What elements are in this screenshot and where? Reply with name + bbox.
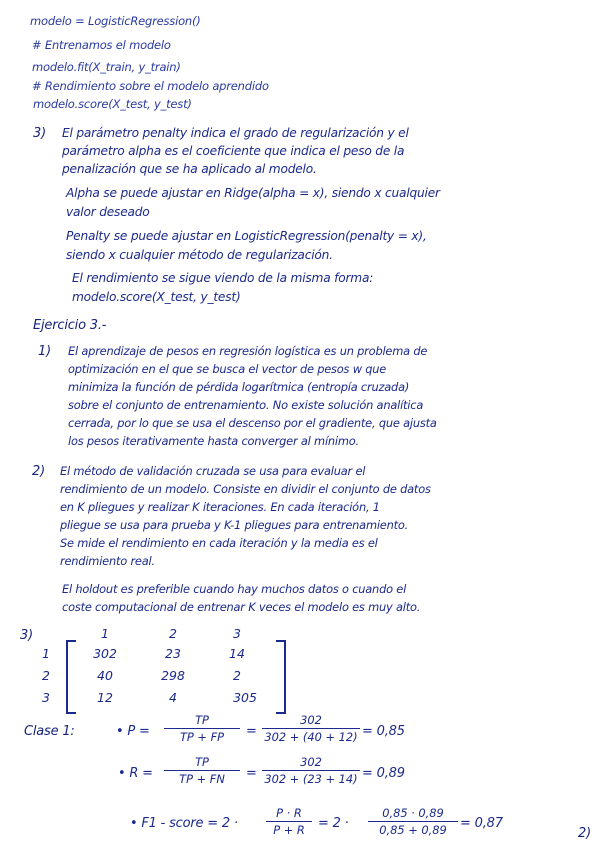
recall-value-denominator: 302 + (23 + 14) <box>264 772 358 786</box>
penalty-line: Penalty se puede ajustar en LogisticRegression(penalty = x), <box>66 229 427 243</box>
matrix-cell: 12 <box>97 690 113 705</box>
code-line: modelo = LogisticRegression() <box>30 14 201 28</box>
question-3-label: 3) <box>33 126 46 141</box>
alpha-line: Alpha se puede ajustar en Ridge(alpha = x), siendo x cualquier <box>66 186 440 200</box>
performance-line: modelo.score(X_test, y_test) <box>72 290 241 304</box>
e1-line: sobre el conjunto de entrenamiento. No existe solución analítica <box>68 398 424 412</box>
recall-formula-denominator: TP + FN <box>179 772 225 786</box>
performance-line: El rendimiento se sigue viendo de la misma forma: <box>72 271 374 285</box>
matrix-cell: 40 <box>97 668 113 683</box>
q3-line: El parámetro penalty indica el grado de regularización y el <box>62 126 409 140</box>
f1-value-numerator: 0,85 · 0,89 <box>368 806 458 822</box>
precision-result: = 0,85 <box>362 724 405 739</box>
f1-value-denominator: 0,85 + 0,89 <box>379 823 447 837</box>
penalty-line: siendo x cualquier método de regularización. <box>66 248 333 262</box>
e1-line: El aprendizaje de pesos en regresión logística es un problema de <box>68 344 428 358</box>
recall-formula-fraction <box>164 755 240 786</box>
f1-lhs: • F1 - score = 2 · <box>130 816 238 831</box>
matrix-cell: 23 <box>165 646 181 661</box>
e2-line: pliegue se usa para prueba y K-1 pliegues para entrenamiento. <box>60 518 409 532</box>
e2-line: rendimiento de un modelo. Consiste en dividir el conjunto de datos <box>60 482 431 496</box>
precision-value-denominator: 302 + (40 + 12) <box>264 730 358 744</box>
f1-formula-numerator: P · R <box>266 806 312 822</box>
code-line: # Entrenamos el modelo <box>32 38 171 52</box>
recall-equals: = <box>246 766 257 781</box>
precision-value-fraction <box>262 713 360 744</box>
f1-result: = 0,87 <box>460 816 503 831</box>
e2-line: Se mide el rendimiento en cada iteración y la media es el <box>60 536 378 550</box>
exercise-3-item-3-label: 3) <box>20 628 33 643</box>
e2-line: en K pliegues y realizar K iteraciones. En cada iteración, 1 <box>60 500 380 514</box>
holdout-line: coste computacional de entrenar K veces el modelo es muy alto. <box>62 600 421 614</box>
matrix-cell: 2 <box>233 668 241 683</box>
recall-value-numerator: 302 <box>262 755 360 771</box>
matrix-col-header: 1 <box>101 626 109 641</box>
q3-line: penalización que se ha aplicado al modelo. <box>62 162 317 176</box>
recall-value-fraction <box>262 755 360 786</box>
matrix-cell: 305 <box>233 690 257 705</box>
f1-value-fraction <box>368 806 458 837</box>
exercise-3-item-1-label: 1) <box>38 344 51 359</box>
matrix-left-bracket <box>66 640 76 714</box>
e1-line: los pesos iterativamente hasta converger al mínimo. <box>68 434 359 448</box>
recall-result: = 0,89 <box>362 766 405 781</box>
matrix-col-header: 2 <box>169 626 177 641</box>
matrix-cell: 302 <box>93 646 117 661</box>
matrix-cell: 4 <box>169 690 177 705</box>
recall-formula-numerator: TP <box>164 755 240 771</box>
e1-line: minimiza la función de pérdida logarítmica (entropía cruzada) <box>68 380 410 394</box>
page-number: 2) <box>578 826 591 841</box>
recall-lhs: • R = <box>118 766 153 781</box>
matrix-cell: 14 <box>229 646 245 661</box>
precision-formula-fraction <box>164 713 240 744</box>
f1-equals: = 2 · <box>318 816 349 831</box>
code-line: modelo.score(X_test, y_test) <box>33 97 192 111</box>
exercise-title: Ejercicio 3.- <box>33 318 107 333</box>
matrix-row-header: 1 <box>42 646 50 661</box>
matrix-right-bracket <box>276 640 286 714</box>
matrix-cell: 298 <box>161 668 185 683</box>
matrix-col-header: 3 <box>233 626 241 641</box>
exercise-3-item-2-label: 2) <box>32 464 45 479</box>
precision-lhs: • P = <box>116 724 150 739</box>
matrix-row-header: 2 <box>42 668 50 683</box>
e1-line: optimización en el que se busca el vector de pesos w que <box>68 362 387 376</box>
f1-formula-denominator: P + R <box>273 823 305 837</box>
e2-line: rendimiento real. <box>60 554 155 568</box>
matrix-row-header: 3 <box>42 690 50 705</box>
confusion-matrix <box>20 626 280 710</box>
q3-line: parámetro alpha es el coeficiente que indica el peso de la <box>62 144 405 158</box>
f1-formula-fraction <box>266 806 312 837</box>
e1-line: cerrada, por lo que se usa el descenso por el gradiente, que ajusta <box>68 416 437 430</box>
class-label: Clase 1: <box>24 724 75 739</box>
precision-formula-denominator: TP + FP <box>179 730 225 744</box>
code-line: modelo.fit(X_train, y_train) <box>32 60 181 74</box>
holdout-line: El holdout es preferible cuando hay muchos datos o cuando el <box>62 582 407 596</box>
precision-value-numerator: 302 <box>262 713 360 729</box>
precision-formula-numerator: TP <box>164 713 240 729</box>
e2-line: El método de validación cruzada se usa para evaluar el <box>60 464 366 478</box>
alpha-line: valor deseado <box>66 205 150 219</box>
code-line: # Rendimiento sobre el modelo aprendido <box>32 79 269 93</box>
precision-equals: = <box>246 724 257 739</box>
